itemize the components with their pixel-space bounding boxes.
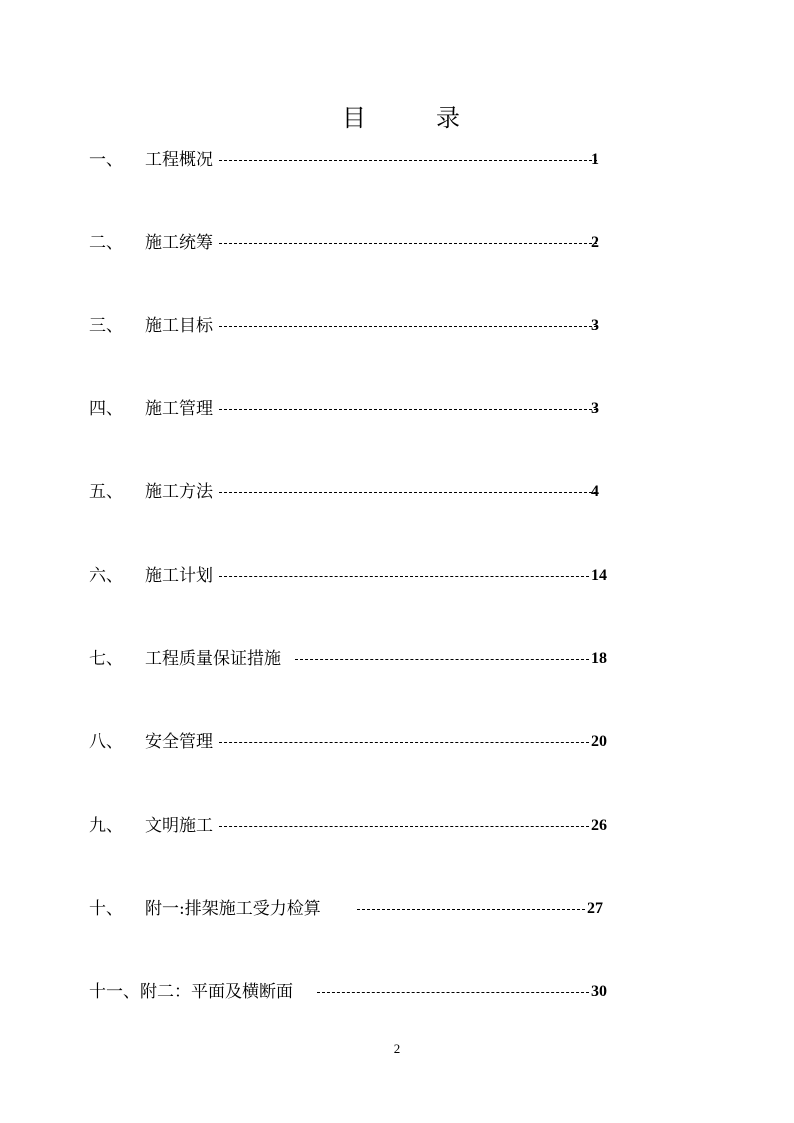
toc-title-char-2: 录 xyxy=(436,104,460,132)
toc-entry-title: 安全管理 xyxy=(145,732,213,752)
toc-entry-page: 14 xyxy=(591,567,607,584)
toc-leader-line xyxy=(219,576,589,577)
toc-entry-number: 五、 xyxy=(89,482,123,502)
toc-entry-title: 施工统筹 xyxy=(145,233,213,253)
toc-leader-line xyxy=(219,826,589,827)
toc-entry-title: 文明施工 xyxy=(145,816,213,836)
toc-entry-title: 工程质量保证措施 xyxy=(145,649,281,669)
toc-leader-line xyxy=(219,243,597,244)
toc-entry-page: 30 xyxy=(591,983,607,1000)
toc-leader-line xyxy=(357,909,585,910)
toc-entry-number: 六、 xyxy=(89,566,123,586)
toc-leader-line xyxy=(317,992,589,993)
toc-entry-title: 施工目标 xyxy=(145,316,213,336)
toc-entry-page: 4 xyxy=(591,483,599,500)
toc-title xyxy=(342,102,472,134)
toc-entry-title: 施工计划 xyxy=(145,566,213,586)
toc-entry-title: 施工方法 xyxy=(145,482,213,502)
toc-entry-number: 七、 xyxy=(89,649,123,669)
toc-entry-number: 十、 xyxy=(89,899,123,919)
toc-entry-number: 九、 xyxy=(89,816,123,836)
toc-entry-page: 26 xyxy=(591,817,607,834)
toc-entry-page: 3 xyxy=(591,317,599,334)
toc-entry-number: 八、 xyxy=(89,732,123,752)
toc-leader-line xyxy=(219,160,597,161)
toc-entry-title: 施工管理 xyxy=(145,399,213,419)
toc-entry-page: 20 xyxy=(591,733,607,750)
toc-leader-line xyxy=(219,409,597,410)
toc-leader-line xyxy=(219,742,589,743)
toc-entry-title: 工程概况 xyxy=(145,150,213,170)
toc-entry-page: 2 xyxy=(591,234,599,251)
toc-leader-line xyxy=(295,659,589,660)
toc-entry-number: 三、 xyxy=(89,316,123,336)
toc-title-char-1: 目 xyxy=(342,104,366,132)
toc-entry-page: 1 xyxy=(591,151,599,168)
toc-entry-page: 18 xyxy=(591,650,607,667)
toc-entry-page: 27 xyxy=(587,900,603,917)
toc-entry-page: 3 xyxy=(591,400,599,417)
toc-entry-title: 十一、附二：平面及横断面 xyxy=(89,982,293,1002)
toc-entry-number: 一、 xyxy=(89,150,123,170)
toc-leader-line xyxy=(219,492,597,493)
toc-entry-title: 附一:排架施工受力检算 xyxy=(145,899,321,919)
footer-page-number: 2 xyxy=(393,1041,401,1056)
toc-entry-number: 二、 xyxy=(89,233,123,253)
toc-leader-line xyxy=(219,326,597,327)
toc-entry-number: 四、 xyxy=(89,399,123,419)
